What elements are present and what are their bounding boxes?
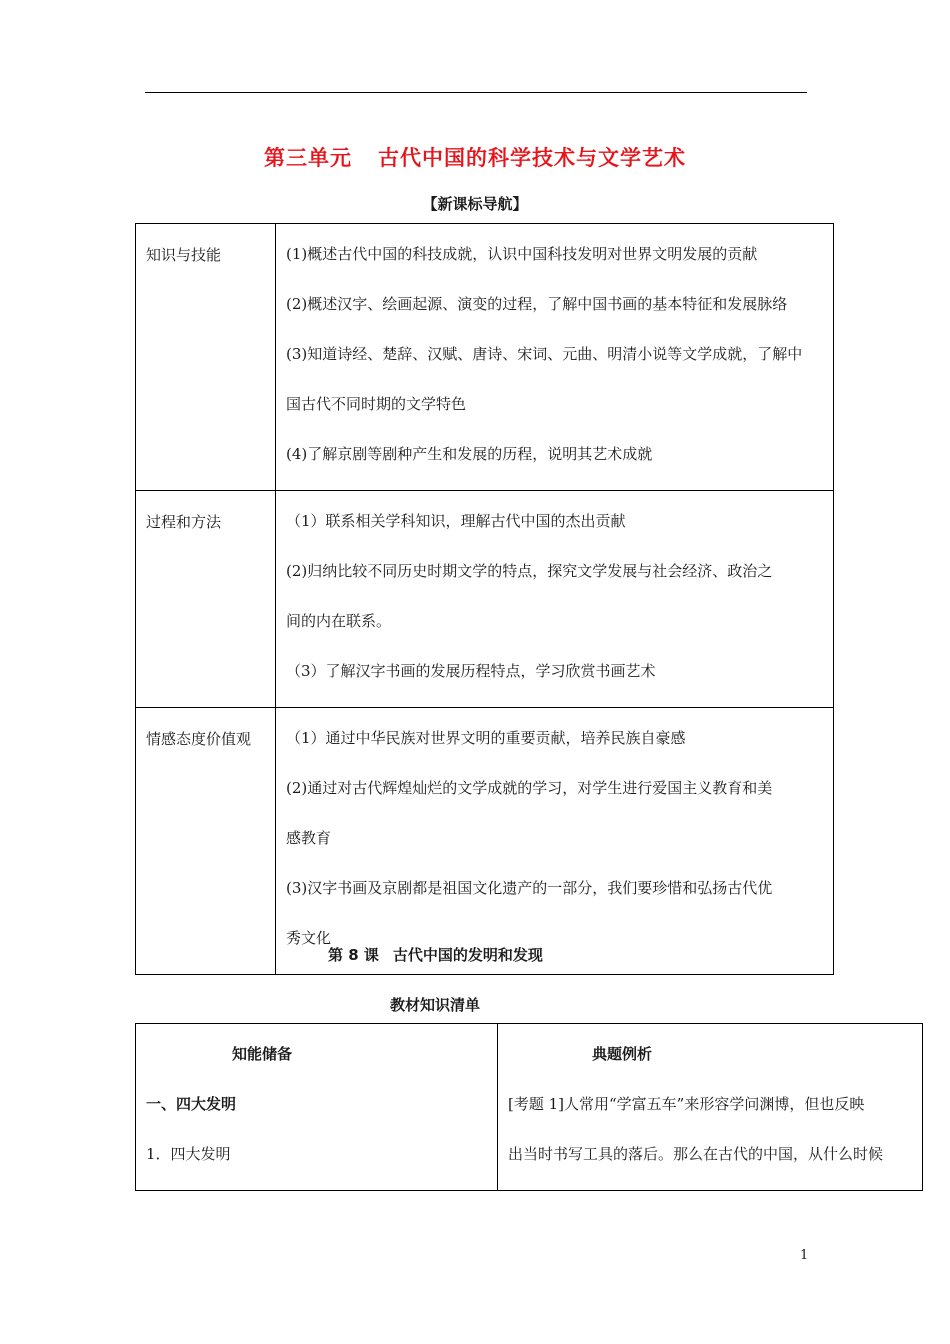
objective-line: （3）了解汉字书画的发展历程特点，学习欣赏书画艺术: [286, 662, 656, 680]
objective-line: （1）通过中华民族对世界文明的重要贡献，培养民族自豪感: [286, 729, 686, 747]
knowledge-column: [136, 1024, 498, 1191]
objective-label: 知识与技能: [136, 224, 276, 491]
objective-line: 间的内在联系。: [286, 612, 392, 630]
lesson-title: [328, 944, 543, 965]
knowledge-list-heading: 教材知识清单: [390, 996, 481, 1014]
unit-name: 古代中国的科学技术与文学艺术: [378, 146, 686, 170]
page-number: 1: [800, 1248, 809, 1263]
lesson-name: 古代中国的发明和发现: [392, 946, 543, 964]
objective-label: 过程和方法: [136, 491, 276, 708]
curriculum-nav-heading: 【新课标导航】: [422, 195, 528, 213]
section-heading: 一、四大发明: [146, 1095, 237, 1113]
objective-line: 秀文化: [286, 929, 332, 947]
objective-row-process: [136, 491, 834, 708]
objective-line: (2)通过对古代辉煌灿烂的文学成就的学习，对学生进行爱国主义教育和美: [286, 779, 773, 797]
lesson-number: 第 8 课: [328, 946, 379, 964]
knowledge-list-table: [135, 1023, 923, 1191]
objective-line: (2)概述汉字、绘画起源、演变的过程，了解中国书画的基本特征和发展脉络: [286, 295, 788, 313]
objective-line: 感教育: [286, 829, 332, 847]
objective-line: 国古代不同时期的文学特色: [286, 395, 467, 413]
example-line: 出当时书写工具的落后。那么在古代的中国，从什么时候: [508, 1145, 884, 1163]
objective-line: (3)知道诗经、楚辞、汉赋、唐诗、宋词、元曲、明清小说等文学成就，了解中: [286, 345, 803, 363]
curriculum-objectives-table: [135, 223, 834, 975]
objective-line: （1）联系相关学科知识，理解古代中国的杰出贡献: [286, 512, 626, 530]
example-column: [498, 1024, 923, 1191]
knowledge-column-header: 知能储备: [232, 1045, 293, 1063]
objective-label: 情感态度价值观: [136, 708, 276, 975]
objective-row-knowledge: [136, 224, 834, 491]
objective-line: (3)汉字书画及京剧都是祖国文化遗产的一部分，我们要珍惜和弘扬古代优: [286, 879, 773, 897]
objective-row-values: [136, 708, 834, 975]
knowledge-row: [136, 1024, 923, 1191]
unit-number: 第三单元: [264, 146, 352, 170]
objective-content: [276, 491, 834, 708]
example-line: [考题 1]人常用“学富五车”来形容学问渊博，但也反映: [508, 1095, 865, 1113]
header-rule: [145, 92, 807, 93]
objective-line: (4)了解京剧等剧种产生和发展的历程，说明其艺术成就: [286, 445, 653, 463]
objective-content: [276, 708, 834, 975]
knowledge-item: 1．四大发明: [146, 1145, 231, 1163]
objective-content: [276, 224, 834, 491]
objective-line: (2)归纳比较不同历史时期文学的特点，探究文学发展与社会经济、政治之: [286, 562, 773, 580]
objective-line: (1)概述古代中国的科技成就，认识中国科技发明对世界文明发展的贡献: [286, 245, 758, 263]
unit-title: [0, 142, 950, 172]
example-column-header: 典题例析: [592, 1045, 653, 1063]
